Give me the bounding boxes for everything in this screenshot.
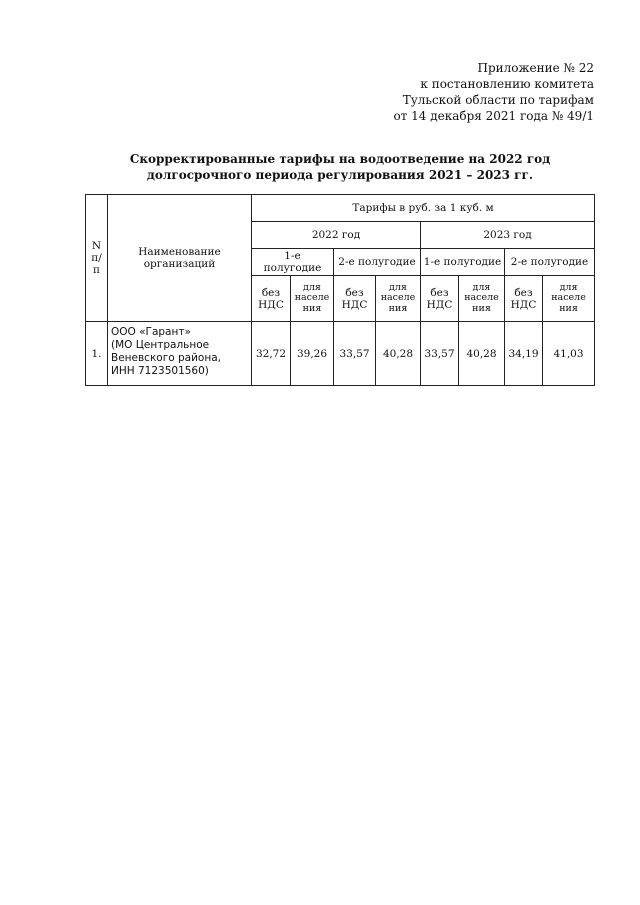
tariff-2022-h1-no-vat: 32,72 (252, 322, 291, 386)
title-line-1: Скорректированные тарифы на водоотведение на 2022 год (129, 152, 551, 166)
header-population: для населе ния (376, 276, 421, 322)
tariff-2023-h1-no-vat: 33,57 (421, 322, 459, 386)
header-2022-half-2: 2-е полугодие (334, 249, 421, 276)
tariff-2023-h2-no-vat: 34,19 (505, 322, 543, 386)
tariff-2023-h1-population: 40,28 (459, 322, 505, 386)
document-title (80, 151, 600, 183)
title-line-2: долгосрочного периода регулирования 2021 – 2023 гг. (146, 168, 534, 182)
header-row-1 (86, 195, 595, 222)
org-line-1: ООО «Гарант» (111, 326, 191, 338)
appendix-line-4: от 14 декабря 2021 года № 49/1 (393, 109, 594, 123)
org-line-4: ИНН 7123501560) (111, 365, 209, 377)
tariff-2023-h2-population: 41,03 (543, 322, 595, 386)
header-population: для населе ния (459, 276, 505, 322)
header-population: для населе ния (543, 276, 595, 322)
row-number: 1. (86, 322, 108, 386)
appendix-line-2: к постановлению комитета (420, 77, 594, 91)
tariff-2022-h2-population: 40,28 (376, 322, 421, 386)
header-organization: Наименование организаций (108, 195, 252, 322)
tariff-2022-h2-no-vat: 33,57 (334, 322, 376, 386)
header-number: N п/п (86, 195, 108, 322)
appendix-line-1: Приложение № 22 (477, 61, 594, 75)
header-tariffs: Тарифы в руб. за 1 куб. м (252, 195, 595, 222)
header-2023-half-1: 1-е полугодие (421, 249, 505, 276)
header-no-vat: без НДС (505, 276, 543, 322)
tariff-2022-h1-population: 39,26 (291, 322, 334, 386)
table-row (86, 322, 595, 386)
org-line-3: Веневского района, (111, 352, 221, 364)
header-year-2023: 2023 год (421, 222, 595, 249)
header-2023-half-2: 2-е полугодие (505, 249, 595, 276)
tariffs-table (85, 194, 595, 386)
org-line-2: (МО Центральное (111, 339, 210, 351)
appendix-line-3: Тульской области по тарифам (402, 93, 594, 107)
header-no-vat: без НДС (334, 276, 376, 322)
header-year-2022: 2022 год (252, 222, 421, 249)
header-2022-half-1: 1-е полугодие (252, 249, 334, 276)
appendix-reference (334, 60, 594, 124)
header-no-vat: без НДС (252, 276, 291, 322)
row-organization (108, 322, 252, 386)
header-no-vat: без НДС (421, 276, 459, 322)
header-population: для населе ния (291, 276, 334, 322)
